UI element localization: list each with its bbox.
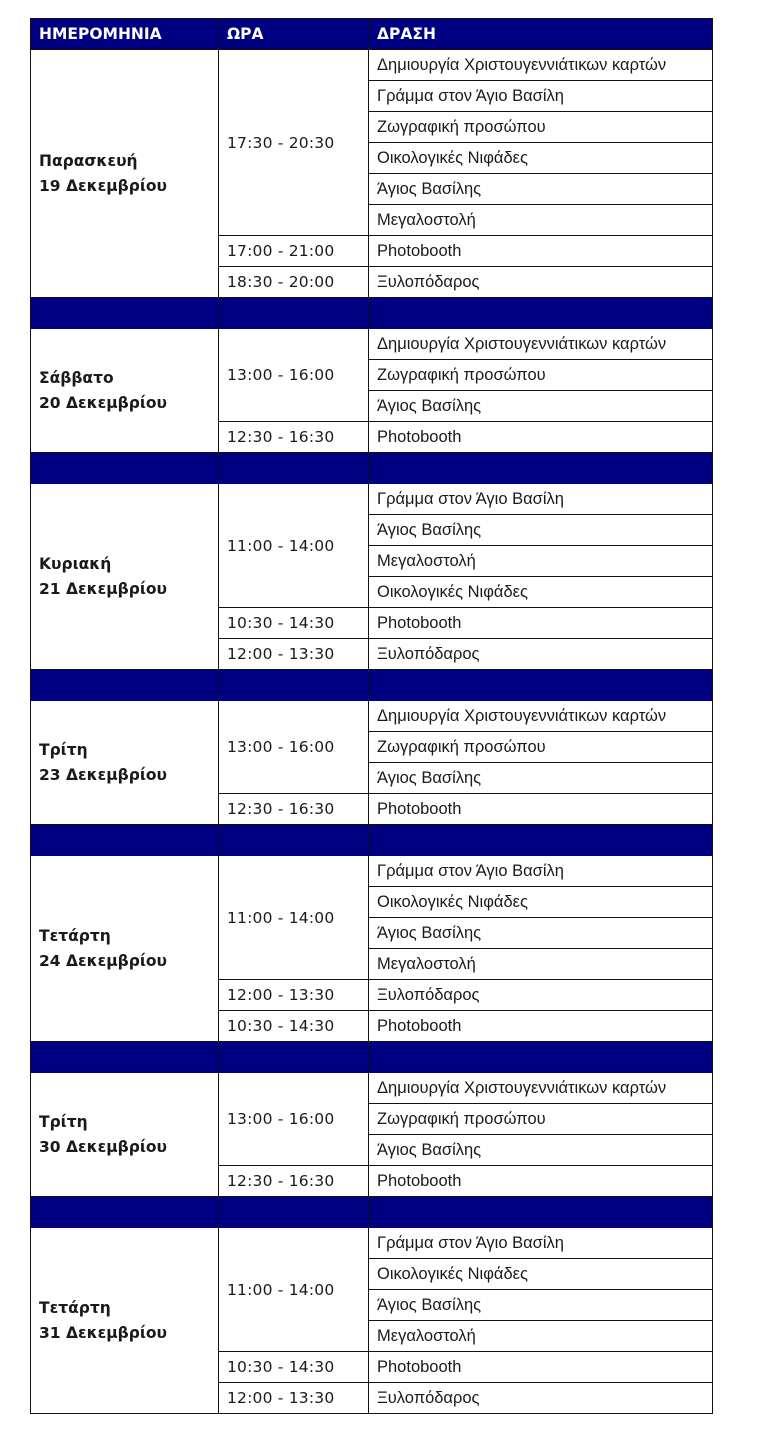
day-date: 31 Δεκεμβρίου [39,1323,167,1342]
header-activity: ΔΡΑΣΗ [369,19,713,50]
schedule-table [30,18,713,1414]
activity-cell: Photobooth [369,1352,713,1383]
activity-cell: Μεγαλοστολή [369,205,713,236]
time-cell: 11:00 - 14:00 [219,1228,369,1352]
date-cell [31,484,219,670]
activity-cell: Άγιος Βασίλης [369,1135,713,1166]
day-separator-row [31,670,713,701]
activity-cell: Ξυλοπόδαρος [369,980,713,1011]
time-cell: 12:30 - 16:30 [219,422,369,453]
activity-cell: Οικολογικές Νιφάδες [369,143,713,174]
day-separator-row [31,1197,713,1228]
activity-cell: Δημιουργία Χριστουγεννιάτικων καρτών [369,329,713,360]
activity-cell: Δημιουργία Χριστουγεννιάτικων καρτών [369,50,713,81]
day-name: Κυριακή [39,554,112,573]
activity-cell: Ξυλοπόδαρος [369,639,713,670]
day-name: Τετάρτη [39,1298,111,1317]
activity-cell: Photobooth [369,1166,713,1197]
day-date: 24 Δεκεμβρίου [39,951,167,970]
activity-cell: Γράμμα στον Άγιο Βασίλη [369,484,713,515]
activity-cell: Ζωγραφική προσώπου [369,112,713,143]
time-cell: 13:00 - 16:00 [219,329,369,422]
table-row [31,856,713,887]
activity-cell: Γράμμα στον Άγιο Βασίλη [369,81,713,112]
day-name: Τρίτη [39,1112,88,1131]
table-row [31,484,713,515]
separator-cell [369,825,713,856]
activity-cell: Δημιουργία Χριστουγεννιάτικων καρτών [369,1073,713,1104]
table-row [31,701,713,732]
separator-cell [369,453,713,484]
activity-cell: Άγιος Βασίλης [369,515,713,546]
activity-cell: Άγιος Βασίλης [369,918,713,949]
table-row [31,1228,713,1259]
activity-cell: Ζωγραφική προσώπου [369,732,713,763]
activity-cell: Μεγαλοστολή [369,1321,713,1352]
date-cell [31,1073,219,1197]
time-cell: 10:30 - 14:30 [219,1011,369,1042]
day-separator-row [31,453,713,484]
activity-cell: Ξυλοπόδαρος [369,1383,713,1414]
activity-cell: Άγιος Βασίλης [369,174,713,205]
separator-cell [219,825,369,856]
date-cell [31,329,219,453]
time-cell: 13:00 - 16:00 [219,701,369,794]
day-name: Παρασκευή [39,151,138,170]
separator-cell [31,298,219,329]
separator-cell [369,298,713,329]
activity-cell: Δημιουργία Χριστουγεννιάτικων καρτών [369,701,713,732]
day-date: 19 Δεκεμβρίου [39,176,167,195]
day-separator-row [31,1042,713,1073]
date-cell [31,50,219,298]
time-cell: 12:00 - 13:30 [219,980,369,1011]
day-separator-row [31,825,713,856]
activity-cell: Γράμμα στον Άγιο Βασίλη [369,856,713,887]
activity-cell: Οικολογικές Νιφάδες [369,577,713,608]
day-date: 21 Δεκεμβρίου [39,579,167,598]
time-cell: 13:00 - 16:00 [219,1073,369,1166]
schedule-body [31,50,713,1414]
date-cell [31,701,219,825]
activity-cell: Άγιος Βασίλης [369,1290,713,1321]
activity-cell: Ξυλοπόδαρος [369,267,713,298]
activity-cell: Μεγαλοστολή [369,949,713,980]
activity-cell: Μεγαλοστολή [369,546,713,577]
day-name: Τετάρτη [39,926,111,945]
activity-cell: Άγιος Βασίλης [369,763,713,794]
time-cell: 12:30 - 16:30 [219,1166,369,1197]
activity-cell: Photobooth [369,236,713,267]
separator-cell [31,1042,219,1073]
day-separator-row [31,298,713,329]
time-cell: 11:00 - 14:00 [219,484,369,608]
separator-cell [369,670,713,701]
time-cell: 12:00 - 13:30 [219,639,369,670]
separator-cell [31,453,219,484]
header-time: ΩΡΑ [219,19,369,50]
separator-cell [219,670,369,701]
table-row [31,329,713,360]
header-row [31,19,713,50]
separator-cell [369,1197,713,1228]
separator-cell [31,825,219,856]
activity-cell: Photobooth [369,794,713,825]
day-date: 23 Δεκεμβρίου [39,765,167,784]
activity-cell: Photobooth [369,422,713,453]
date-cell [31,856,219,1042]
header-date: ΗΜΕΡΟΜΗΝΙΑ [31,19,219,50]
day-name: Σάββατο [39,368,114,387]
time-cell: 17:30 - 20:30 [219,50,369,236]
activity-cell: Ζωγραφική προσώπου [369,360,713,391]
separator-cell [219,1197,369,1228]
day-date: 20 Δεκεμβρίου [39,393,167,412]
time-cell: 12:30 - 16:30 [219,794,369,825]
activity-cell: Ζωγραφική προσώπου [369,1104,713,1135]
date-cell [31,1228,219,1414]
table-row [31,1073,713,1104]
separator-cell [219,1042,369,1073]
table-row [31,50,713,81]
separator-cell [219,453,369,484]
time-cell: 18:30 - 20:00 [219,267,369,298]
activity-cell: Οικολογικές Νιφάδες [369,887,713,918]
activity-cell: Οικολογικές Νιφάδες [369,1259,713,1290]
time-cell: 10:30 - 14:30 [219,1352,369,1383]
activity-cell: Photobooth [369,608,713,639]
day-date: 30 Δεκεμβρίου [39,1137,167,1156]
time-cell: 17:00 - 21:00 [219,236,369,267]
separator-cell [31,1197,219,1228]
activity-cell: Γράμμα στον Άγιο Βασίλη [369,1228,713,1259]
separator-cell [219,298,369,329]
day-name: Τρίτη [39,740,88,759]
separator-cell [369,1042,713,1073]
activity-cell: Photobooth [369,1011,713,1042]
activity-cell: Άγιος Βασίλης [369,391,713,422]
separator-cell [31,670,219,701]
time-cell: 12:00 - 13:30 [219,1383,369,1414]
time-cell: 11:00 - 14:00 [219,856,369,980]
time-cell: 10:30 - 14:30 [219,608,369,639]
